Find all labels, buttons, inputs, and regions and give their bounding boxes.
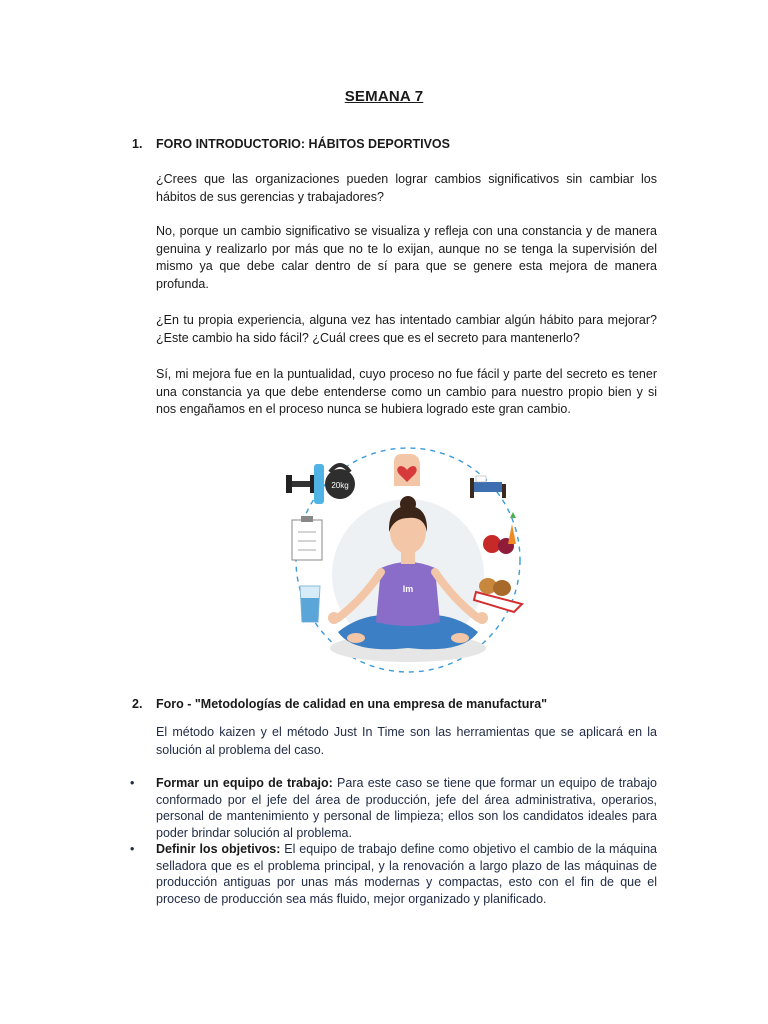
shirt-logo: lm: [402, 584, 414, 594]
answer-1: No, porque un cambio significativo se visualiza y refleja con una constancia y de manera genuina y realizarlo por más que no te lo exijan, aunque no se tenga la supervisión del mismo ya que debe calar dentro de sí para que se genere esta mejora de manera profunda.: [156, 224, 657, 291]
section-2-heading: [132, 697, 547, 711]
checklist-icon: [292, 516, 322, 560]
bullet-icon: •: [130, 842, 135, 856]
question-2: ¿En tu propia experiencia, alguna vez has intentado cambiar algún hábito para mejorar? ¿Este cambio ha sido fácil? ¿Cuál crees que es el secreto para mantenerlo?: [156, 313, 657, 345]
section-2-number: 2.: [132, 697, 143, 711]
dumbbell-kettlebell-icon: [286, 464, 355, 504]
question-1: ¿Crees que las organizaciones pueden lograr cambios significativos sin cambiar los hábitos de sus gerencias y trabajadores?: [156, 172, 657, 204]
bullet-label: Definir los objetivos:: [156, 842, 281, 856]
list-item: [130, 775, 657, 841]
section-2-title: Foro - "Metodologías de calidad en una empresa de manufactura": [156, 697, 548, 711]
healthy-habits-illustration: [278, 440, 538, 680]
section-2-intro: El método kaizen y el método Just In Time son las herramientas que se aplicará en la solución al problema del caso.: [156, 725, 657, 757]
bullet-text: El equipo de trabajo define como objetivo el cambio de la máquina selladora que es el problema principal, y la renovación a largo plazo de las máquinas de producción antiguas por unas más modernas y compactas, esto con el fin de que el proceso de producción sea más fluido, mejor organizado y planificado.: [156, 842, 657, 906]
bullet-label: Formar un equipo de trabajo:: [156, 776, 333, 790]
page-title: SEMANA 7: [344, 88, 424, 105]
nuts-icon: [474, 578, 522, 612]
fruits-icon: [483, 512, 516, 554]
section-1-title: FORO INTRODUCTORIO: HÁBITOS DEPORTIVOS: [156, 137, 450, 151]
bullet-text: Para este caso se tiene que formar un equipo de trabajo conformado por el jefe del área de producción, jefe del área administrativa, operarios, personal de mantenimiento y personal de limpieza; ellos son los candidatos ideales para poder brindar solución al problema.: [156, 776, 657, 840]
bullet-icon: •: [130, 776, 135, 790]
section-1-number: 1.: [132, 137, 143, 151]
section-1-heading: [132, 137, 450, 151]
kettlebell-label: 20kg: [331, 481, 349, 490]
bed-icon: [470, 476, 506, 498]
answer-2: Sí, mi mejora fue en la puntualidad, cuyo proceso no fue fácil y parte del secreto es tener una constancia ya que debe entenderse como un cambio para nuestro propio bien y si nos engañamos en el proceso nunca se hubiera logrado este gran cambio.: [156, 367, 657, 416]
heart-hand-icon: [394, 454, 420, 486]
water-glass-icon: [300, 586, 320, 622]
list-item: [130, 841, 657, 907]
